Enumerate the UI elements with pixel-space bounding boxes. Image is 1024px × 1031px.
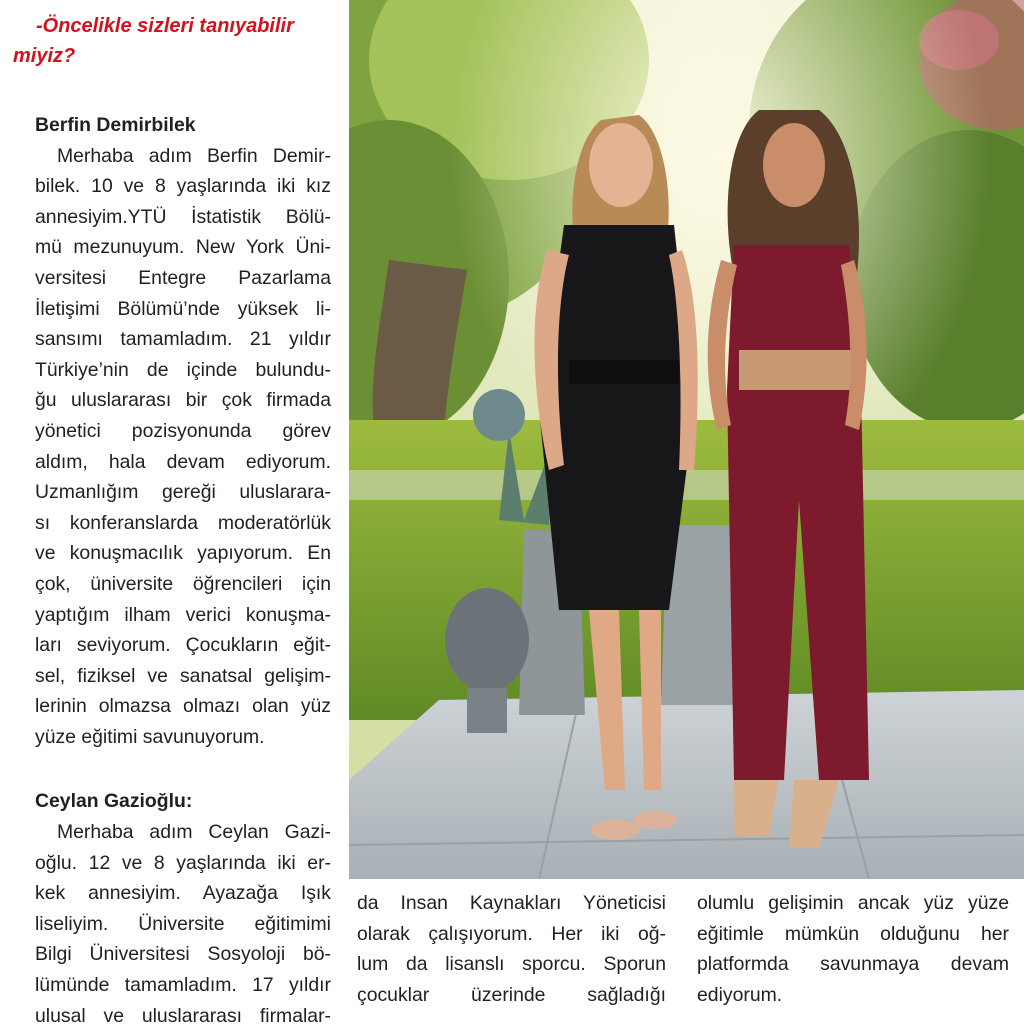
berfin-answer xyxy=(13,141,331,753)
text-line: yaptığım ilham verici konuşma- xyxy=(35,603,331,626)
text-line: lümünde tamamladım. 17 yıldır xyxy=(35,974,331,997)
text-line: çok, üniversite öğrencileri için xyxy=(35,572,331,595)
text-line: versitesi Entegre Pazarlama xyxy=(35,266,331,289)
question-line-2: miyiz? xyxy=(13,45,76,67)
text-line: lum da lisanslı sporcu. Sporun xyxy=(357,953,666,976)
text-line: kek annesiyim. Ayazağa Işık xyxy=(35,882,331,905)
text-line: bilek. 10 ve 8 yaşlarında iki kız xyxy=(35,175,331,198)
text-line: olarak çalışıyorum. Her iki oğ- xyxy=(357,922,666,945)
text-line: çocuklar üzerinde sağladığı xyxy=(357,983,666,1006)
text-line: ları seviyorum. Çocukların eğit- xyxy=(35,634,331,657)
text-line: oğlu. 12 ve 8 yaşlarında iki er- xyxy=(35,851,331,874)
text-line: Türkiye’nin de içinde bulundu- xyxy=(35,358,331,381)
speaker-name-berfin: Berfin Demirbilek xyxy=(35,114,196,136)
text-line: İletişimi Bölümü’nde yüksek li- xyxy=(35,297,331,320)
photo-illustration xyxy=(349,0,1024,879)
text-line: yönetici pozisyonunda görev xyxy=(35,419,331,442)
text-line: sel, fiziksel ve sanatsal gelişim- xyxy=(35,664,331,687)
text-line: platformda savunmaya devam xyxy=(697,953,1009,976)
left-column xyxy=(13,0,331,1031)
text-line: aldım, hala devam ediyorum. xyxy=(35,450,331,473)
text-line: ve konuşmacılık yapıyorum. En xyxy=(35,542,331,565)
text-line: eğitimle mümkün olduğunu her xyxy=(697,922,1009,945)
text-line: da Insan Kaynakları Yöneticisi xyxy=(357,892,666,914)
ceylan-answer xyxy=(13,817,331,1031)
text-line: ediyorum. xyxy=(697,983,783,1006)
text-line: annesiyim.YTÜ İstatistik Bölü- xyxy=(35,205,331,228)
text-line: sı konferanslarda moderatörlük xyxy=(35,511,331,534)
middle-column xyxy=(357,888,666,1010)
text-line: yüze eğitimi savunuyorum. xyxy=(35,725,265,748)
text-line: Merhaba adım Berfin Demir- xyxy=(57,144,331,167)
text-line: Uzmanlığım gereği uluslarara- xyxy=(35,481,331,504)
text-line: lerinin olmazsa olmazı olan yüz xyxy=(35,695,331,718)
text-line: Merhaba adım Ceylan Gazi- xyxy=(57,821,331,844)
text-line: sansımı tamamladım. 21 yıldır xyxy=(35,328,331,351)
text-line: Bilgi Üniversitesi Sosyoloji bö- xyxy=(35,943,331,966)
text-line: mü mezunuyum. New York Üni- xyxy=(35,236,331,259)
interview-question xyxy=(13,11,331,71)
text-line: liseliyim. Üniversite eğitimimi xyxy=(35,912,331,935)
text-line: ulusal ve uluslararası firmalar- xyxy=(35,1004,331,1027)
question-line-1: -Öncelikle sizleri tanıyabilir xyxy=(36,15,294,37)
speaker-name-ceylan: Ceylan Gazioğlu: xyxy=(35,790,193,813)
right-column xyxy=(697,888,1009,1010)
text-line: ğu uluslararası bir çok firmada xyxy=(35,389,331,412)
text-line: olumlu gelişimin ancak yüz yüze xyxy=(697,892,1009,914)
portrait-photo xyxy=(349,0,1024,879)
